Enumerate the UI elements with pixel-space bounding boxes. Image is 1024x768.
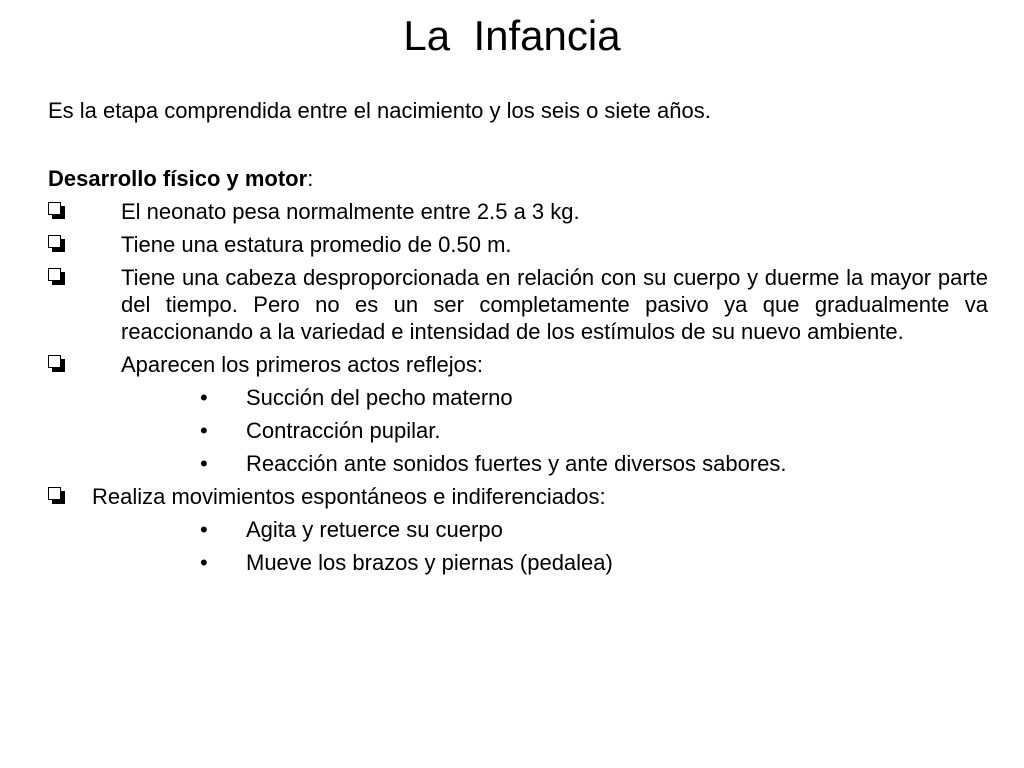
- section-heading: [48, 165, 988, 192]
- sub-item: [200, 450, 988, 477]
- list-item-movements: [48, 483, 988, 510]
- sub-item: [200, 384, 988, 411]
- checkbox-bullet-icon: [48, 268, 65, 285]
- bullet-icon: •: [200, 451, 208, 476]
- list-item-text: El neonato pesa normalmente entre 2.5 a 3 kg.: [121, 199, 580, 224]
- section-heading-colon: :: [307, 166, 314, 191]
- bullet-icon: •: [200, 517, 208, 542]
- section-heading-text: Desarrollo físico y motor: [48, 166, 308, 191]
- checkbox-bullet-icon: [48, 355, 65, 372]
- checkbox-bullet-icon: [48, 235, 65, 252]
- list-item-text: Aparecen los primeros actos reflejos:: [121, 352, 483, 377]
- list-item-text: Realiza movimientos espontáneos e indiferenciados:: [92, 484, 606, 509]
- sub-item: [200, 549, 988, 576]
- checkbox-bullet-icon: [48, 202, 65, 219]
- list-item-head: [48, 264, 988, 345]
- sub-item-text: Mueve los brazos y piernas (pedalea): [246, 550, 613, 575]
- list-item-height: [48, 231, 988, 258]
- sub-item-text: Succión del pecho materno: [246, 385, 513, 410]
- sub-item: [200, 516, 988, 543]
- list-item-weight: [48, 198, 988, 225]
- list-item-text: Tiene una estatura promedio de 0.50 m.: [121, 232, 512, 257]
- list-item-reflexes: [48, 351, 988, 378]
- bullet-icon: •: [200, 385, 208, 410]
- intro-paragraph: Es la etapa comprendida entre el nacimiento y los seis o siete años.: [48, 98, 711, 123]
- bullet-icon: •: [200, 418, 208, 443]
- sub-item: [200, 417, 988, 444]
- sub-item-text: Contracción pupilar.: [246, 418, 441, 443]
- sub-item-text: Agita y retuerce su cuerpo: [246, 517, 503, 542]
- list-item-text: Tiene una cabeza desproporcionada en relación con su cuerpo y duerme la mayor parte del tiempo. Pero no es un ser completamente pasivo ya que gradualmente va reaccionando a la variedad e intensidad de los estímulos de su nuevo ambiente.: [121, 265, 988, 344]
- bullet-icon: •: [200, 550, 208, 575]
- sub-item-text: Reacción ante sonidos fuertes y ante diversos sabores.: [246, 451, 787, 476]
- slide-title: La Infancia: [403, 12, 621, 59]
- checkbox-bullet-icon: [48, 487, 65, 504]
- slide-body: [48, 97, 988, 582]
